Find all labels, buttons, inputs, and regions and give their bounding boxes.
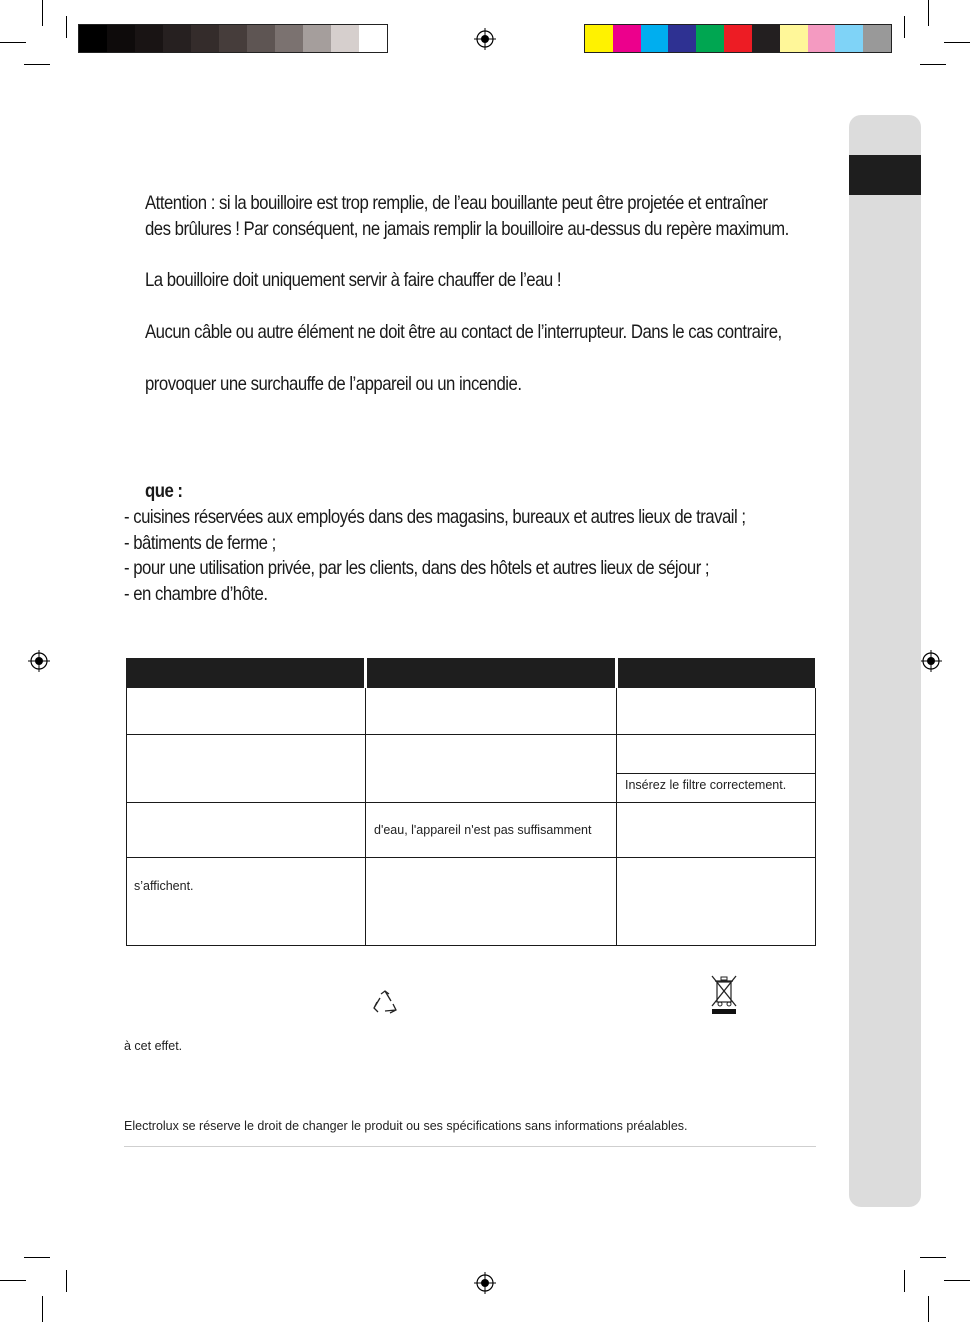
table-border	[126, 688, 127, 946]
table-cell: s’affichent.	[134, 879, 194, 893]
registration-mark-icon	[920, 650, 942, 672]
recycle-icon	[371, 990, 399, 1016]
crop-mark	[920, 64, 946, 65]
table-header-cell	[618, 658, 815, 688]
color-swatch	[303, 25, 331, 52]
color-swatch	[668, 25, 696, 52]
table-border	[616, 688, 617, 946]
crop-mark	[904, 1270, 905, 1292]
color-swatch	[219, 25, 247, 52]
color-swatch	[135, 25, 163, 52]
color-swatch	[696, 25, 724, 52]
warning-paragraph: provoquer une surchauffe de l’appareil ou un incendie.	[145, 373, 522, 395]
usage-heading: que :	[145, 480, 183, 502]
process-color-bar	[584, 24, 892, 53]
crop-mark	[0, 42, 26, 43]
crop-mark	[24, 1257, 50, 1258]
crop-mark	[42, 1296, 43, 1322]
crop-mark	[66, 1270, 67, 1292]
environment-text: à cet effet.	[124, 1039, 183, 1053]
table-border	[126, 734, 816, 735]
registration-mark-icon	[474, 28, 496, 50]
crop-mark	[944, 42, 970, 43]
table-cell: Insérez le filtre correctement.	[625, 778, 787, 792]
color-swatch	[585, 25, 613, 52]
language-side-tab	[849, 115, 921, 1207]
table-border	[126, 945, 816, 946]
color-swatch	[808, 25, 836, 52]
color-swatch	[107, 25, 135, 52]
crop-mark	[920, 1257, 946, 1258]
grayscale-color-bar	[78, 24, 388, 53]
crop-mark	[904, 16, 905, 38]
color-swatch	[641, 25, 669, 52]
crop-mark	[66, 16, 67, 38]
table-border	[126, 857, 816, 858]
table-cell: d'eau, l'appareil n'est pas suffisamment	[374, 823, 592, 837]
crop-mark	[944, 1280, 970, 1281]
usage-list-item: - en chambre d’hôte.	[124, 583, 268, 605]
language-tab-marker	[849, 155, 921, 195]
color-swatch	[724, 25, 752, 52]
table-border	[617, 773, 816, 774]
color-swatch	[191, 25, 219, 52]
crop-mark	[42, 0, 43, 26]
warning-paragraph-line: Attention : si la bouilloire est trop remplie, de l’eau bouillante peut être projetée et entraîner	[145, 192, 768, 214]
table-header-cell	[367, 658, 615, 688]
color-swatch	[79, 25, 107, 52]
crop-mark	[928, 1296, 929, 1322]
color-swatch	[275, 25, 303, 52]
warning-paragraph: Aucun câble ou autre élément ne doit être au contact de l’interrupteur. Dans le cas contraire,	[145, 321, 782, 343]
table-header-cell	[126, 658, 364, 688]
color-swatch	[247, 25, 275, 52]
color-swatch	[835, 25, 863, 52]
weee-crossed-bin-icon	[710, 974, 738, 1016]
warning-paragraph: La bouilloire doit uniquement servir à faire chauffer de l’eau !	[145, 269, 562, 291]
registration-mark-icon	[474, 1272, 496, 1294]
crop-mark	[0, 1280, 26, 1281]
footer-divider	[124, 1146, 816, 1147]
color-swatch	[331, 25, 359, 52]
usage-list-item: - cuisines réservées aux employés dans des magasins, bureaux et autres lieux de travail ;	[124, 506, 746, 528]
color-swatch	[780, 25, 808, 52]
usage-list-item: - pour une utilisation privée, par les clients, dans des hôtels et autres lieux de séjour ;	[124, 557, 710, 579]
table-border	[365, 688, 366, 946]
color-swatch	[163, 25, 191, 52]
table-border	[815, 688, 816, 946]
color-swatch	[613, 25, 641, 52]
color-swatch	[359, 25, 387, 52]
warning-paragraph-line: des brûlures ! Par conséquent, ne jamais remplir la bouilloire au-dessus du repère maximum.	[145, 218, 789, 240]
footer-disclaimer: Electrolux se réserve le droit de changer le produit ou ses spécifications sans informations préalables.	[124, 1119, 688, 1133]
table-border	[126, 802, 816, 803]
color-swatch	[752, 25, 780, 52]
crop-mark	[928, 0, 929, 26]
color-swatch	[863, 25, 891, 52]
registration-mark-icon	[28, 650, 50, 672]
usage-list-item: - bâtiments de ferme ;	[124, 532, 276, 554]
crop-mark	[24, 64, 50, 65]
